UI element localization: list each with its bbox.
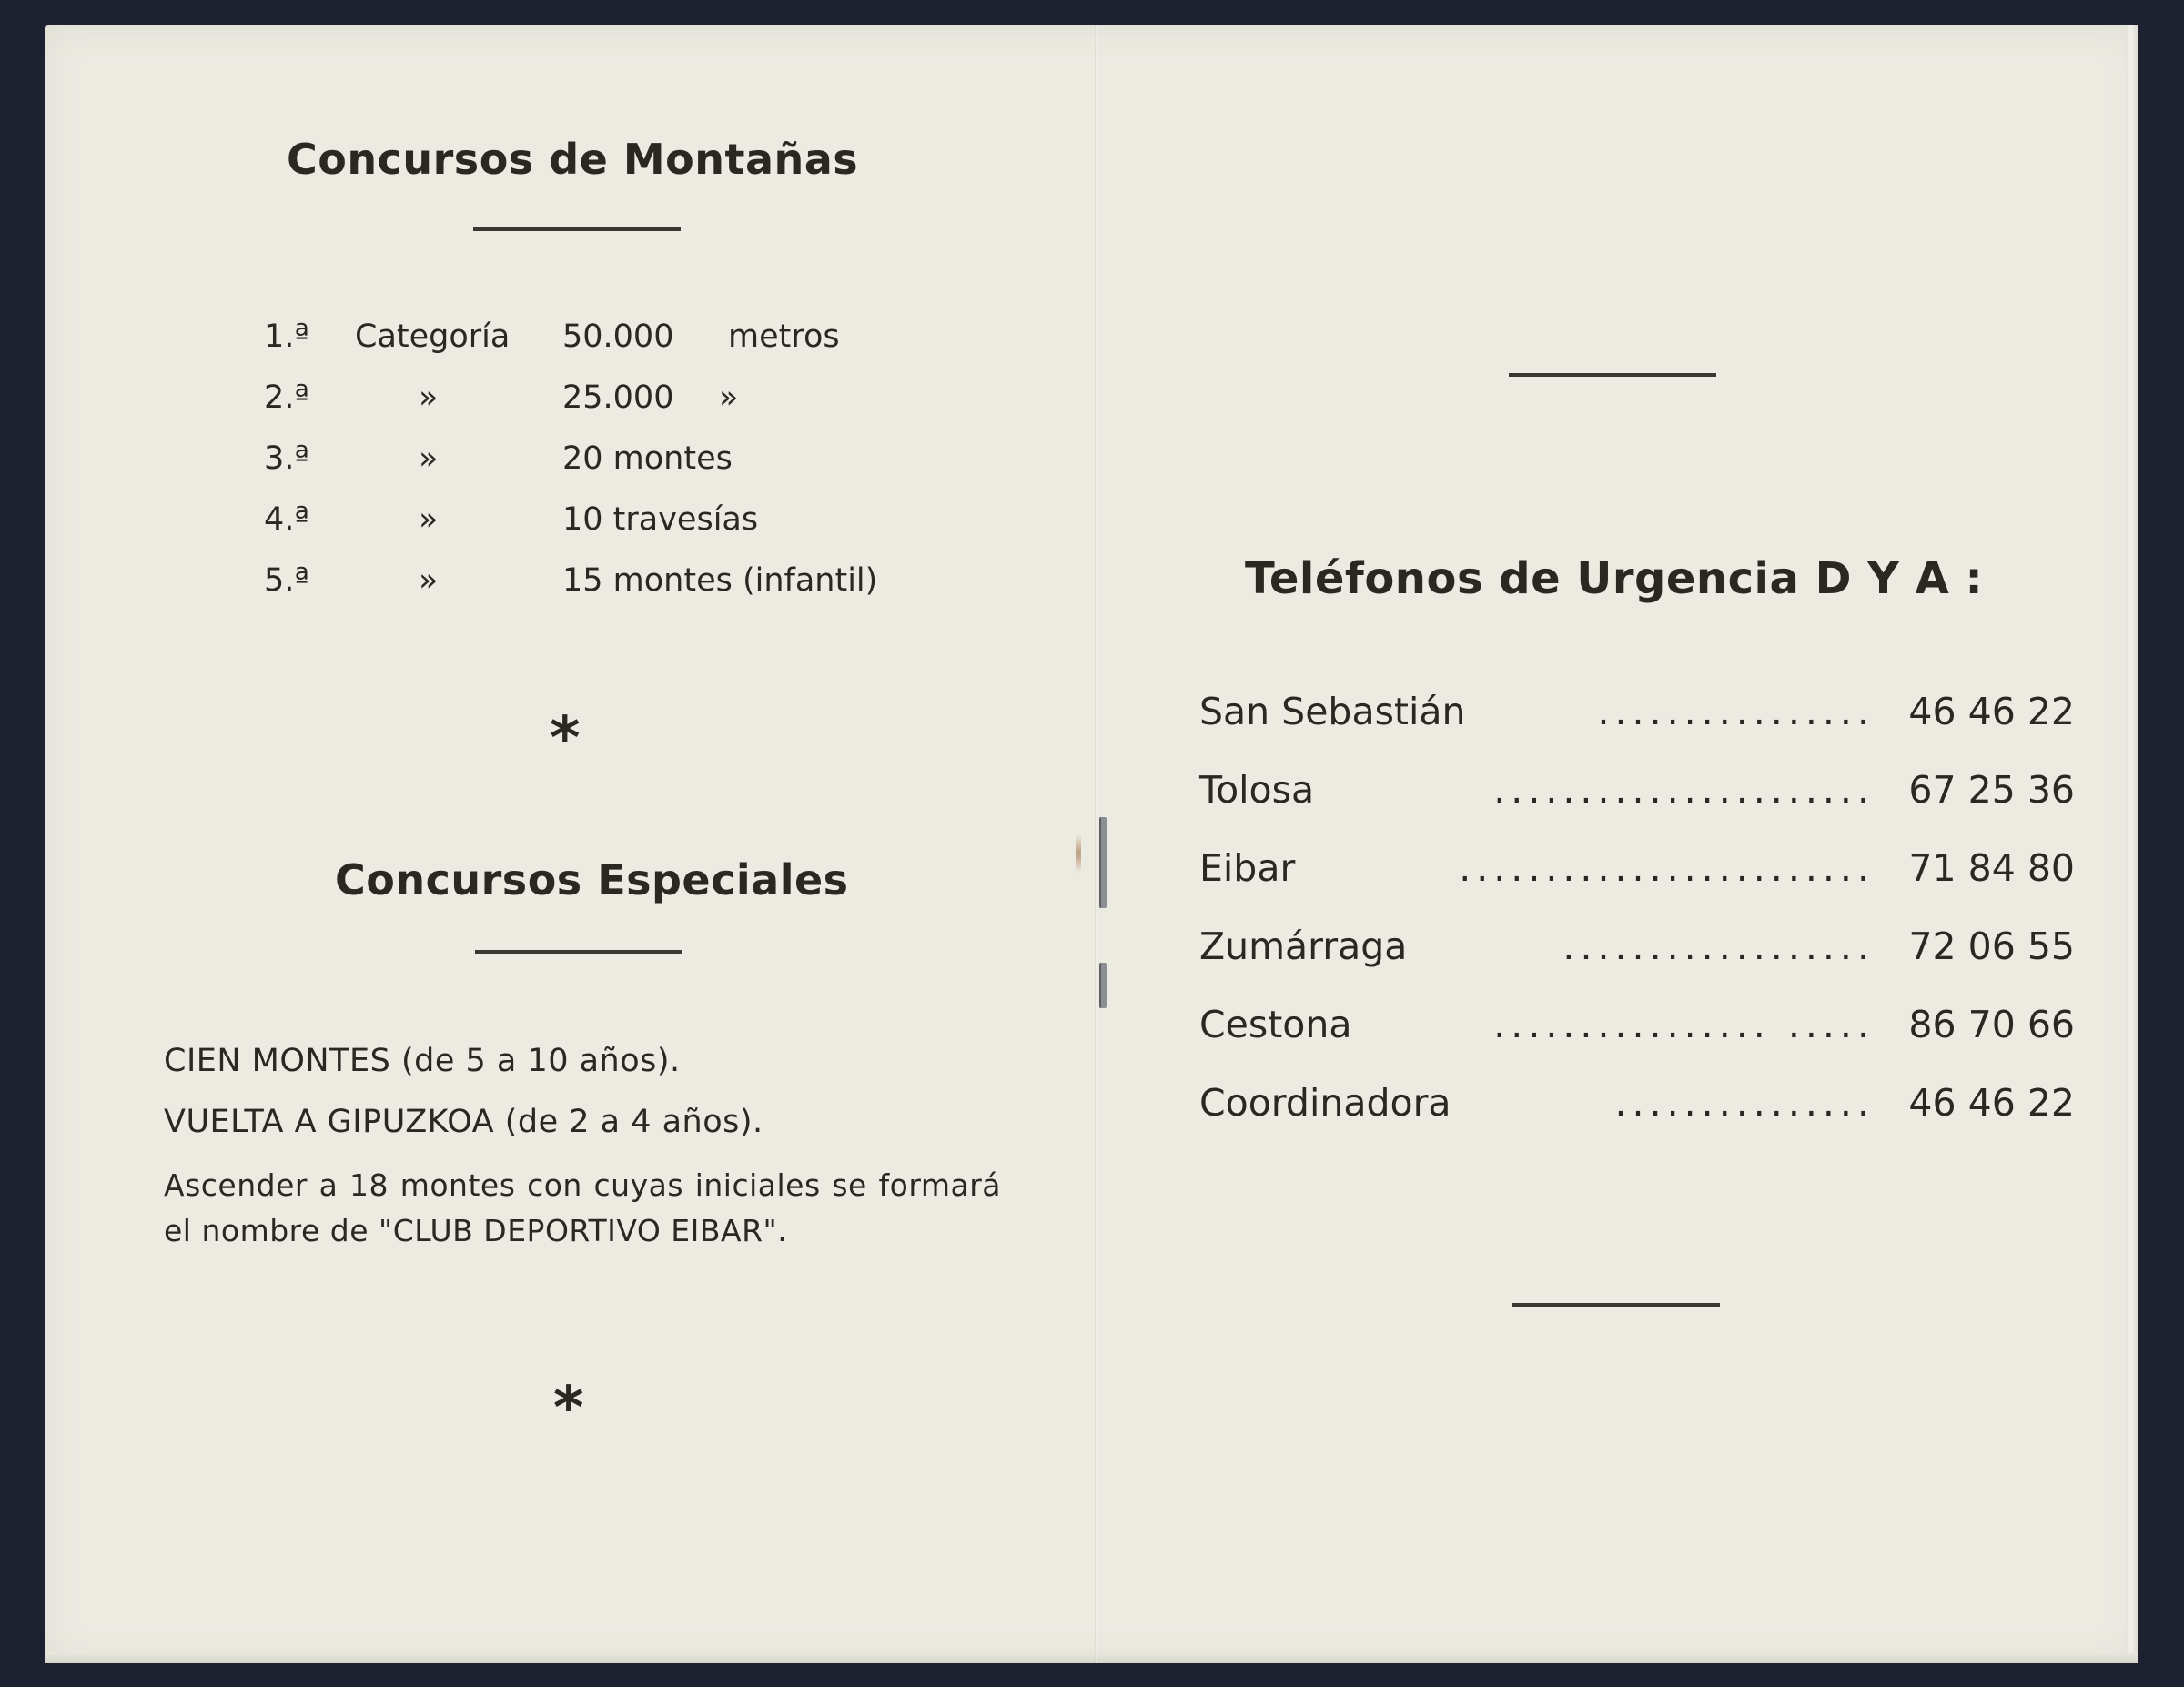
special-paragraph: Ascender a 18 montes con cuyas iniciales se formará el nombre de "CLUB DEPORTIVO EIBAR". [164, 1167, 1001, 1248]
emergency-phones-title: Teléfonos de Urgencia D Y A : [1245, 553, 1984, 604]
phone-city: Zumárraga [1199, 924, 1408, 968]
title-rule [475, 950, 682, 954]
category-number: 4.ª [264, 501, 309, 538]
phone-number: 46 46 22 [1908, 690, 2075, 733]
category-number: 1.ª [264, 318, 309, 355]
category-number: 5.ª [264, 562, 309, 599]
phone-row [1199, 1081, 2075, 1132]
decorative-rule [1512, 1303, 1720, 1307]
category-value: 15 montes (infantil) [562, 562, 878, 599]
staple-icon [1099, 817, 1107, 908]
category-label: Categoría [355, 318, 511, 355]
phone-number: 71 84 80 [1908, 846, 2075, 890]
asterisk-separator-icon: * [550, 705, 581, 773]
phone-city: Tolosa [1199, 768, 1315, 812]
dot-leader: ............... [1614, 1081, 1875, 1125]
page-edge-bottom [46, 1652, 2138, 1663]
category-value: 10 travesías [562, 501, 759, 538]
category-label: » [419, 562, 439, 599]
title-rule [473, 227, 681, 231]
booklet [46, 25, 2138, 1663]
special-contests-title: Concursos Especiales [335, 855, 849, 904]
dot-leader: ...................... [1493, 768, 1875, 812]
special-line: CIEN MONTES (de 5 a 10 años). [164, 1043, 681, 1079]
asterisk-separator-icon: * [553, 1375, 584, 1442]
phone-city: Cestona [1199, 1003, 1352, 1046]
dot-leader: ................ ..... [1493, 1003, 1875, 1046]
category-label: » [419, 501, 439, 538]
dot-leader: ........................ [1459, 846, 1875, 890]
phone-number: 46 46 22 [1908, 1081, 2075, 1125]
phone-row [1199, 768, 2075, 819]
category-value: 20 montes [562, 440, 733, 477]
staple-icon [1099, 963, 1107, 1008]
mountain-contests-title: Concursos de Montañas [287, 135, 859, 184]
category-label: » [419, 379, 439, 416]
center-fold [1095, 25, 1097, 1663]
category-value: 25.000 [562, 379, 674, 416]
phone-row [1199, 924, 2075, 975]
category-unit: » [719, 379, 739, 416]
category-unit: metros [728, 318, 840, 355]
phone-city: Eibar [1199, 846, 1296, 890]
phone-number: 67 25 36 [1908, 768, 2075, 812]
category-number: 2.ª [264, 379, 309, 416]
decorative-rule [1509, 373, 1716, 377]
dot-leader: .................. [1562, 924, 1875, 968]
category-number: 3.ª [264, 440, 309, 477]
page-edge [2126, 25, 2138, 1663]
phone-city: Coordinadora [1199, 1081, 1451, 1125]
phone-number: 72 06 55 [1908, 924, 2075, 968]
phone-row [1199, 1003, 2075, 1054]
phone-city: San Sebastián [1199, 690, 1466, 733]
phone-number: 86 70 66 [1908, 1003, 2075, 1046]
rust-stain [1076, 826, 1081, 881]
category-label: » [419, 440, 439, 477]
phone-row [1199, 846, 2075, 897]
dot-leader: ................ [1597, 690, 1875, 733]
category-value: 50.000 [562, 318, 674, 355]
special-line: VUELTA A GIPUZKOA (de 2 a 4 años). [164, 1104, 763, 1140]
phone-row [1199, 690, 2075, 741]
